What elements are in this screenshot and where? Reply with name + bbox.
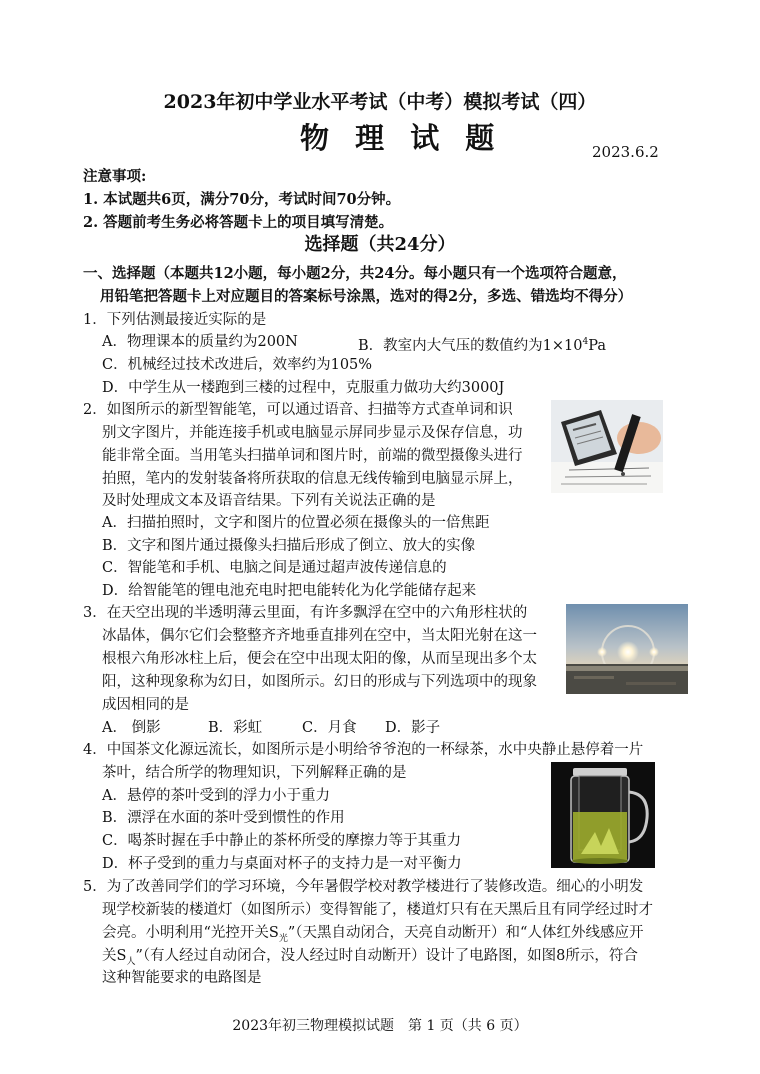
q3-option-c: C．月食 [302, 720, 357, 736]
q4-stem-line1: 4．中国茶文化源远流长，如图所示是小明给爷爷泡的一杯绿茶，水中央静止悬停着一片 [83, 742, 644, 758]
exam-title: 2023年初中学业水平考试（中考）模拟考试（四） [163, 91, 597, 113]
q5-stem-line5: 这种智能要求的电路图是 [102, 970, 262, 986]
q2-option-b: B．文字和图片通过摄像头扫描后形成了倒立、放大的实像 [102, 538, 476, 554]
q3-option-b: B．彩虹 [208, 720, 263, 736]
q1-option-d: D．中学生从一楼跑到三楼的过程中，克服重力做功大约3000J [102, 380, 505, 396]
q2-option-c: C．智能笔和手机、电脑之间是通过超声波传递信息的 [102, 560, 447, 576]
q2-stem-line3: 能非常全面。当用笔头扫描单词和图片时，前端的微型摄像头进行 [102, 448, 523, 464]
q1-option-b: B．教室内大气压的数值约为$1\times 10^4Pa$ [358, 337, 606, 354]
notice-heading: 注意事项: [83, 168, 147, 185]
q3-option-a: A． 倒影 [102, 720, 161, 736]
q3-stem-line4: 阳，这种现象称为幻日，如图所示。幻日的形成与下列选项中的现象 [102, 674, 537, 690]
q3-stem-line3: 根根六角形冰柱上后，便会在空中出现太阳的像，从而呈现出多个太 [102, 651, 537, 667]
q5-stem-line1: 5．为了改善同学们的学习环境，今年暑假学校对教学楼进行了装修改造。细心的小明发 [83, 879, 644, 895]
notice-item-1: 1. 本试题共6页，满分70分，考试时间70分钟。 [83, 191, 401, 208]
q3-stem-line5: 成因相同的是 [102, 697, 189, 713]
q5-stem-line4: 关$S_人$”（有人经过自动闭合，没人经过时自动断开）设计了电路图，如图8所示，符合 [102, 948, 638, 967]
page-footer: 2023年初三物理模拟试题 第 1 页（共 6 页） [232, 1018, 528, 1034]
q1-option-c: C．机械经过技术改进后，效率约为105% [102, 357, 373, 373]
sundog-image [566, 604, 688, 694]
q2-stem-line1: 2．如图所示的新型智能笔，可以通过语音、扫描等方式查单词和识 [83, 402, 513, 418]
q1-option-a: A．物理课本的质量约为200N [102, 334, 298, 350]
q4-option-a: A．悬停的茶叶受到的浮力小于重力 [102, 788, 330, 804]
q5-stem-line2: 现学校新装的楼道灯（如图所示）变得智能了，楼道灯只有在天黑后且有同学经过时才 [102, 902, 653, 918]
q3-stem-line2: 冰晶体，偶尔它们会整整齐齐地垂直排列在空中，当太阳光射在这一 [102, 628, 537, 644]
notice-item-2: 2. 答题前考生务必将答题卡上的项目填写清楚。 [83, 214, 394, 231]
q4-option-b: B．漂浮在水面的茶叶受到惯性的作用 [102, 810, 345, 826]
section-title: 选择题（共24分） [304, 234, 456, 255]
q4-option-d: D．杯子受到的重力与桌面对杯子的支持力是一对平衡力 [102, 856, 462, 872]
q2-stem-line5: 及时处理成文本及语音结果。下列有关说法正确的是 [102, 493, 436, 509]
subject-title: 物 理 试 题 [300, 121, 503, 155]
q1-stem: 1．下列估测最接近实际的是 [83, 312, 267, 328]
q2-stem-line2: 别文字图片，并能连接手机或电脑显示屏同步显示及保存信息，功 [102, 425, 523, 441]
tea-cup-image [551, 762, 655, 868]
section-instruction-line1: 一、选择题（本题共12小题，每小题2分，共24分。每小题只有一个选项符合题意， [83, 265, 627, 282]
q5-stem-line3: 会亮。小明利用“光控开关$S_光$”（天黑自动闭合，天亮自动断开）和“人体红外线感应开 [102, 925, 644, 944]
section-instruction-line2: 用铅笔把答题卡上对应题目的答案标号涂黑，选对的得2分，多选、错选均不得分） [100, 288, 633, 305]
q3-option-d: D．影子 [385, 720, 441, 736]
q4-stem-line2: 茶叶，结合所学的物理知识，下列解释正确的是 [102, 765, 407, 781]
smart-pen-image [551, 400, 663, 493]
q3-stem-line1: 3．在天空出现的半透明薄云里面，有许多飘浮在空中的六角形柱状的 [83, 605, 528, 621]
q2-option-a: A．扫描拍照时，文字和图片的位置必须在摄像头的一倍焦距 [102, 515, 490, 531]
q2-stem-line4: 拍照，笔内的发射装备将所获取的信息无线传输到电脑显示屏上， [102, 471, 523, 487]
exam-date: 2023.6.2 [592, 143, 659, 161]
q2-option-d: D．给智能笔的锂电池充电时把电能转化为化学能储存起来 [102, 583, 477, 599]
q4-option-c: C．喝茶时握在手中静止的茶杯所受的摩擦力等于其重力 [102, 833, 462, 849]
